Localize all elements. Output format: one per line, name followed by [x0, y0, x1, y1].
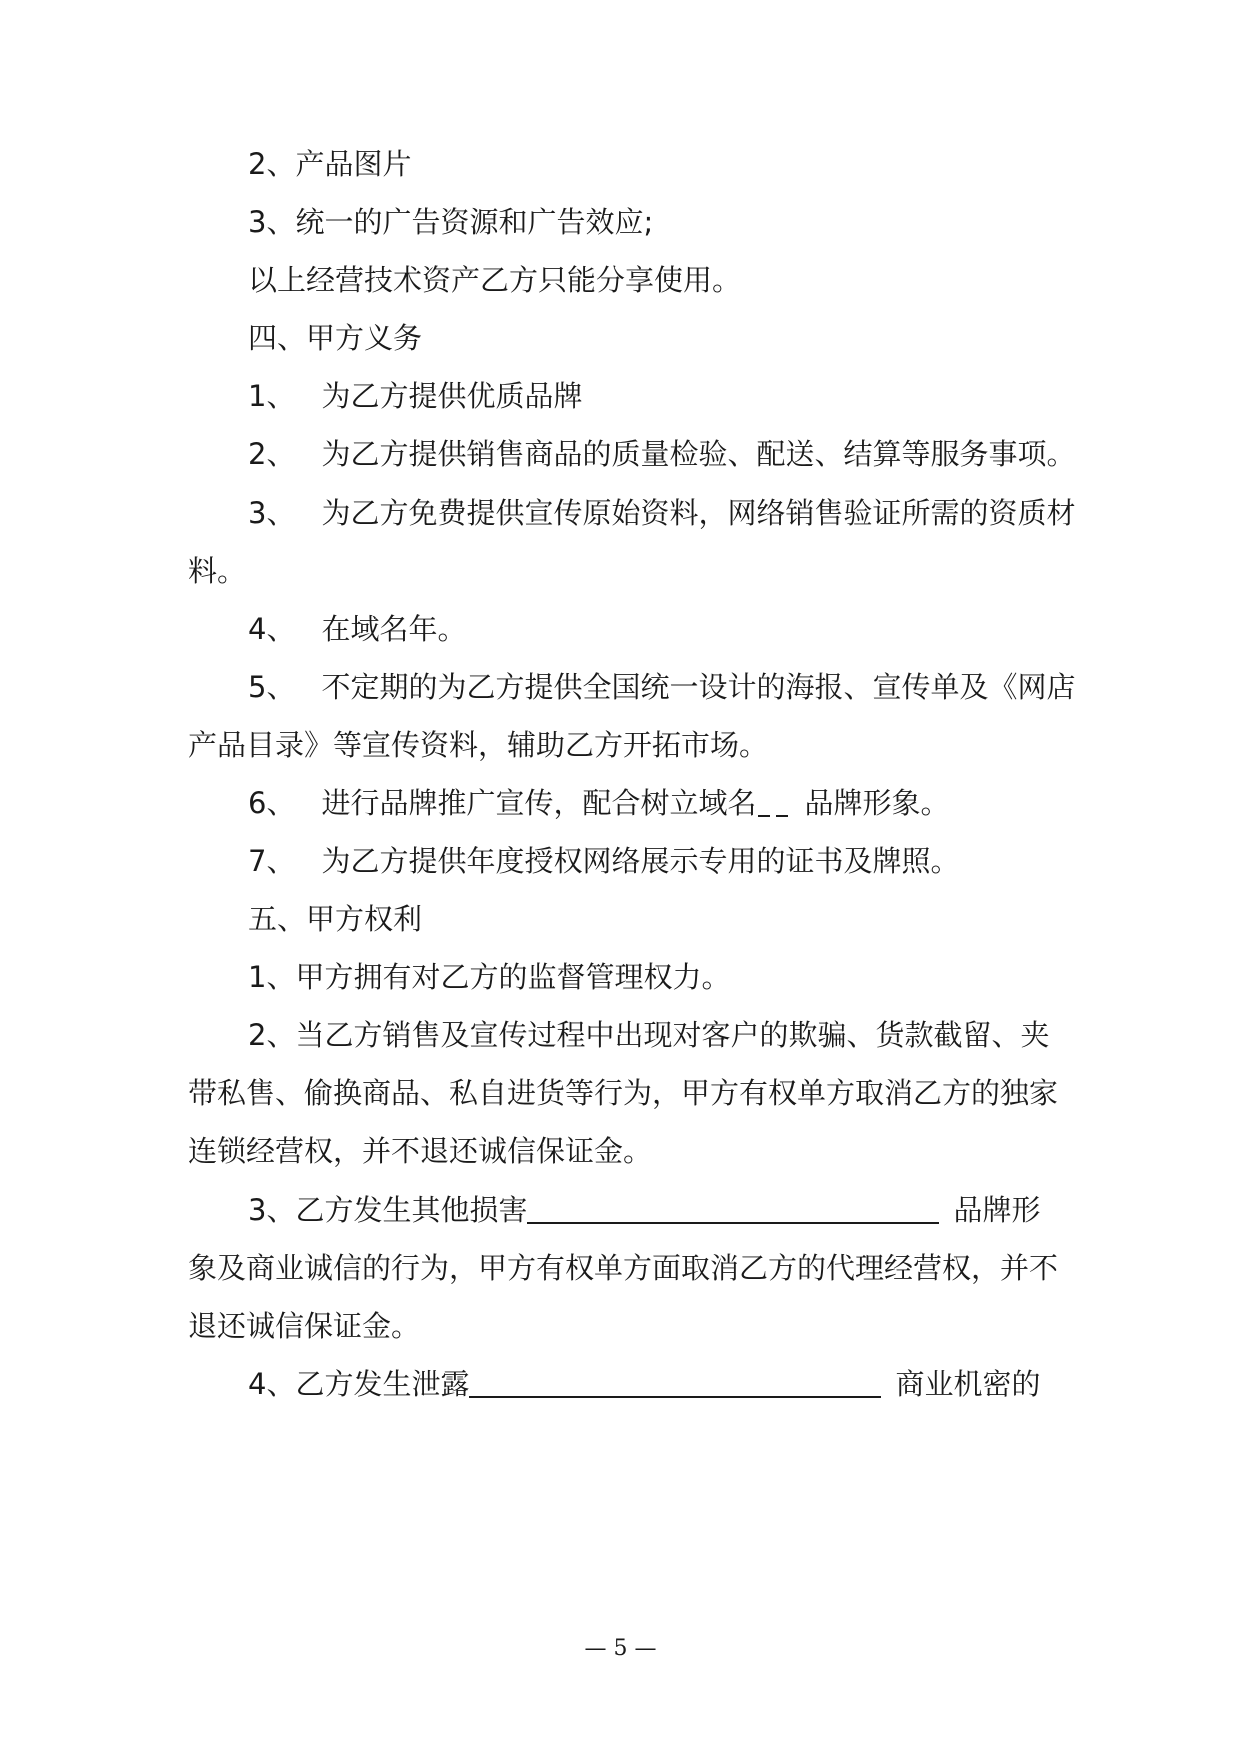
list-item: 6、 进行品牌推广宣传，配合树立域名 品牌形象。	[248, 786, 950, 820]
paragraph: 以上经营技术资产乙方只能分享使用。	[248, 263, 742, 297]
list-item: 3、统一的广告资源和广告效应;	[248, 205, 654, 239]
paragraph-continuation: 带私售、偷换商品、私自进货等行为，甲方有权单方取消乙方的独家	[188, 1076, 1059, 1110]
list-item: 1、 为乙方提供优质品牌	[248, 379, 583, 413]
paragraph-continuation: 象及商业诚信的行为，甲方有权单方面取消乙方的代理经营权，并不	[188, 1251, 1059, 1285]
list-item: 7、 为乙方提供年度授权网络展示专用的证书及牌照。	[248, 844, 960, 878]
list-item: 5、 不定期的为乙方提供全国统一设计的海报、宣传单及《网店	[248, 670, 1076, 704]
paragraph-continuation: 连锁经营权，并不退还诚信保证金。	[188, 1134, 653, 1168]
list-item: 4、乙方发生泄露 商业机密的	[248, 1367, 1041, 1401]
list-item: 3、乙方发生其他损害 品牌形	[248, 1193, 1041, 1227]
list-item: 1、甲方拥有对乙方的监督管理权力。	[248, 960, 731, 994]
section-heading: 四、甲方义务	[248, 321, 423, 355]
list-item: 2、当乙方销售及宣传过程中出现对客户的欺骗、货款截留、夹	[248, 1018, 1050, 1052]
page-number: — 5 —	[584, 1636, 657, 1661]
section-heading: 五、甲方权利	[248, 902, 423, 936]
fill-blank	[469, 1366, 881, 1398]
paragraph-continuation: 退还诚信保证金。	[188, 1309, 421, 1343]
paragraph-continuation: 产品目录》等宣传资料，辅助乙方开拓市场。	[188, 728, 769, 762]
fill-blank	[527, 1192, 939, 1224]
paragraph-continuation: 料。	[188, 554, 247, 588]
list-item: 3、 为乙方免费提供宣传原始资料，网络销售验证所需的资质材	[248, 496, 1076, 530]
list-item: 2、产品图片	[248, 147, 412, 181]
fill-blank	[776, 785, 788, 817]
fill-blank	[758, 785, 770, 817]
list-item: 4、 在域名年。	[248, 612, 467, 646]
list-item: 2、 为乙方提供销售商品的质量检验、配送、结算等服务事项。	[248, 437, 1076, 471]
